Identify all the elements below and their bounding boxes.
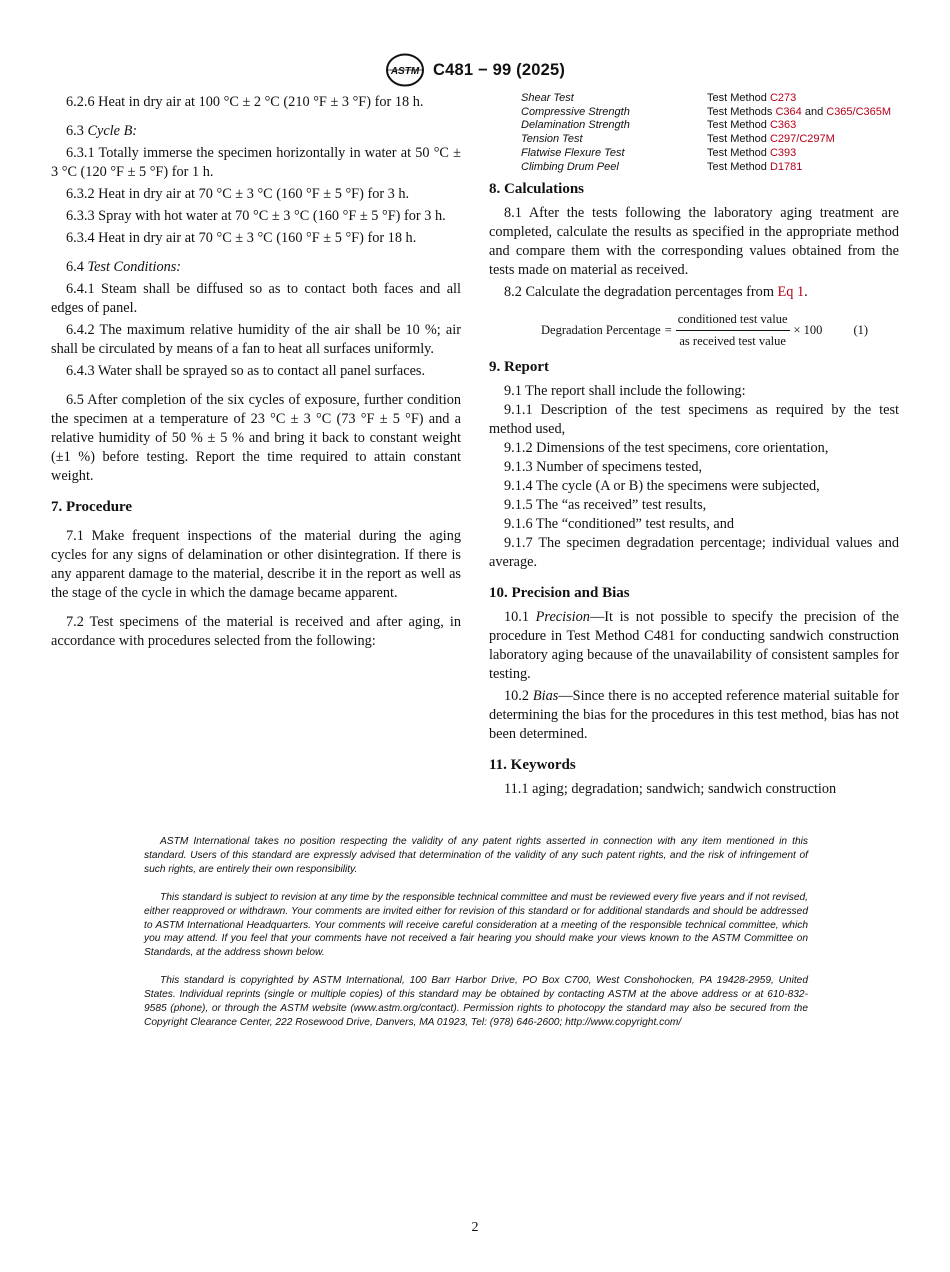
para-9-1: 9.1 The report shall include the following: bbox=[504, 383, 746, 400]
equation-multiplier: × 100 bbox=[793, 322, 823, 337]
equation-number: (1) bbox=[853, 322, 869, 337]
method-prefix: Test Method bbox=[707, 160, 770, 173]
para-7-1: 7.1 Make frequent inspections of the material during the aging cycles for any signs of delamination or other disintegration. If there is any apparent damage to the material, describe it in the report as well as the stage of the cycle in which the damage became apparent. bbox=[51, 528, 461, 601]
document-designation: C481 − 99 (2025) bbox=[432, 60, 566, 79]
method-reference bbox=[707, 161, 897, 175]
equation-denominator: as received test value bbox=[679, 333, 786, 348]
para-9-1-6: 9.1.6 The “conditioned” test results, and bbox=[504, 516, 735, 533]
method-joiner: and bbox=[801, 105, 827, 118]
method-reference bbox=[707, 106, 897, 120]
equation-label: Degradation Percentage bbox=[541, 322, 661, 337]
para-9-1-5: 9.1.5 The “as received” test results, bbox=[504, 497, 707, 514]
method-row bbox=[489, 92, 899, 106]
footer-copyright-notice: This standard is copyrighted by ASTM International, 100 Barr Harbor Drive, PO Box C700, West Conshohocken, PA 19428-2959, United States. Individual reprints (single or multiple copies) of this standard may be obtained by contacting ASTM at the above address or at 610-832-9585 (phone), or through the ASTM website (www.astm.org/contact). Permission rights to photocopy the standard may also be secured from the Copyright Clearance Center, 222 Rosewood Drive, Danvers, MA 01923, Tel: (978) 646-2600; http://www.copyright.com/ bbox=[144, 975, 808, 1028]
equation-1-link[interactable]: Eq 1 bbox=[777, 284, 805, 301]
para-6-2-6: 6.2.6 Heat in dry air at 100 °C ± 2 °C (210 °F ± 3 °F) for 18 h. bbox=[66, 94, 424, 110]
para-6-4 bbox=[51, 258, 461, 277]
para-10-2-title: Bias bbox=[532, 688, 559, 705]
para-6-4-title: Test Conditions: bbox=[87, 259, 182, 275]
para-6-4-1: 6.4.1 Steam shall be diffused so as to contact both faces and all edges of panel. bbox=[51, 281, 461, 316]
test-methods-table bbox=[489, 92, 899, 174]
para-6-3-number: 6.3 bbox=[66, 123, 84, 139]
page-header bbox=[0, 52, 950, 88]
astm-logo-lettering: ASTM bbox=[390, 66, 420, 77]
para-8-2 bbox=[489, 283, 899, 302]
method-name: Tension Test bbox=[521, 133, 583, 146]
para-6-4-3: 6.4.3 Water shall be sprayed so as to contact all panel surfaces. bbox=[66, 363, 426, 379]
method-row bbox=[489, 161, 899, 175]
method-name: Flatwise Flexure Test bbox=[521, 146, 625, 159]
method-prefix: Test Methods bbox=[707, 105, 776, 118]
para-11-1: 11.1 aging; degradation; sandwich; sandwich construction bbox=[504, 781, 837, 798]
method-name: Delamination Strength bbox=[521, 119, 630, 132]
para-6-3-3: 6.3.3 Spray with hot water at 70 °C ± 3 °C (160 °F ± 5 °F) for 3 h. bbox=[66, 208, 446, 224]
para-6-3-2: 6.3.2 Heat in dry air at 70 °C ± 3 °C (160 °F ± 5 °F) for 3 h. bbox=[66, 186, 410, 202]
section-heading-11: 11. Keywords bbox=[489, 757, 576, 774]
method-name: Shear Test bbox=[521, 92, 574, 104]
left-column bbox=[51, 93, 461, 651]
para-8-2-text: 8.2 Calculate the degradation percentages from bbox=[504, 284, 778, 301]
para-10-2 bbox=[489, 687, 899, 744]
right-column bbox=[489, 93, 899, 799]
method-name: Climbing Drum Peel bbox=[521, 160, 619, 173]
para-6-4-number: 6.4 bbox=[66, 259, 84, 275]
equation-numerator: conditioned test value bbox=[676, 310, 790, 331]
footer-revision-notice: This standard is subject to revision at any time by the responsible technical committee and must be reviewed every five years and if not revised, either reapproved or withdrawn. Your comments are invited either for revision of this standard or for additional standards and should be addressed to ASTM International Headquarters. Your comments will receive careful consideration at a meeting of the responsible technical committee, which you may attend. If you feel that your comments have not received a fair hearing you should make your views known to the ASTM Committee on Standards, at the address shown below. bbox=[144, 891, 808, 959]
page-number: 2 bbox=[471, 1220, 479, 1235]
para-10-1-title: Precision bbox=[535, 609, 590, 626]
method-link-c364[interactable]: C364 bbox=[775, 105, 802, 118]
method-prefix: Test Method bbox=[707, 119, 770, 132]
footer-notice bbox=[144, 835, 808, 1044]
section-heading-9: 9. Report bbox=[489, 359, 549, 376]
para-6-3 bbox=[51, 122, 461, 141]
para-10-2-text: —Since there is no accepted reference material suitable for determining the bias for the procedures in this test method, bias has not been determined. bbox=[489, 688, 899, 743]
astm-logo-icon bbox=[385, 53, 425, 87]
section-heading-8: 8. Calculations bbox=[489, 181, 585, 198]
para-6-3-4: 6.3.4 Heat in dry air at 70 °C ± 3 °C (160 °F ± 5 °F) for 18 h. bbox=[66, 230, 417, 246]
para-9-1-4: 9.1.4 The cycle (A or B) the specimens were subjected, bbox=[504, 478, 820, 495]
method-link-c297[interactable]: C297/C297M bbox=[769, 133, 835, 146]
para-9-1-7: 9.1.7 The specimen degradation percentage; individual values and average. bbox=[489, 535, 899, 571]
para-9-1-3: 9.1.3 Number of specimens tested, bbox=[504, 459, 703, 476]
para-10-1-number: 10.1 bbox=[504, 609, 530, 626]
equation-fraction bbox=[676, 310, 790, 351]
para-7-2: 7.2 Test specimens of the material is received and after aging, in accordance with procedures selected from the following: bbox=[51, 614, 461, 649]
para-9-1-2: 9.1.2 Dimensions of the test specimens, core orientation, bbox=[504, 440, 829, 457]
para-10-1-text: —It is not possible to specify the precision of the procedure in Test Method C481 for conducting sandwich construction laboratory aging because of the unavailability of consistent samples for testing. bbox=[489, 609, 899, 683]
method-prefix: Test Method bbox=[707, 133, 770, 146]
para-6-4-2: 6.4.2 The maximum relative humidity of the air shall be 10 %; air shall be circulated by means of a fan to heat all surfaces uniformly. bbox=[51, 322, 461, 357]
section-heading-10: 10. Precision and Bias bbox=[489, 585, 630, 602]
para-6-3-1: 6.3.1 Totally immerse the specimen horizontally in water at 50 °C ± 3 °C (120 °F ± 5 °F) for 1 h. bbox=[51, 145, 461, 180]
method-name: Compressive Strength bbox=[521, 105, 630, 118]
para-8-2-end: . bbox=[804, 284, 808, 301]
footer-patent-notice: ASTM International takes no position respecting the validity of any patent rights asserted in connection with any item mentioned in this standard. Users of this standard are expressly advised that determination of the validity of any such patent rights, and the risk of infringement of such rights, are entirely their own responsibility. bbox=[144, 836, 808, 875]
para-6-3-title: Cycle B: bbox=[87, 123, 138, 139]
method-row bbox=[489, 106, 899, 120]
method-reference bbox=[707, 119, 897, 133]
section-heading-7: 7. Procedure bbox=[51, 499, 133, 515]
method-reference bbox=[707, 147, 897, 161]
para-8-1: 8.1 After the tests following the laboratory aging treatment are completed, calculate the results as specified in the appropriate method and compare them with the corresponding values obtained from the tests made on material as received. bbox=[489, 205, 899, 279]
method-reference bbox=[707, 133, 897, 147]
method-row bbox=[489, 133, 899, 147]
equation-equals: = bbox=[664, 322, 672, 337]
para-9-1-1: 9.1.1 Description of the test specimens as required by the test method used, bbox=[489, 402, 899, 438]
method-row bbox=[489, 119, 899, 133]
method-link-c363[interactable]: C363 bbox=[769, 119, 797, 132]
para-6-5: 6.5 After completion of the six cycles of exposure, further condition the specimen at a temperature of 23 °C ± 3 °C (73 °F ± 5 °F) and a relative humidity of 50 % ± 5 % and bring it back to constant weight (±1 %) before testing. Report the time required to attain constant weight. bbox=[51, 392, 461, 484]
method-prefix: Test Method bbox=[707, 146, 770, 159]
method-prefix: Test Method bbox=[707, 92, 770, 104]
para-10-1 bbox=[489, 608, 899, 684]
equation-1 bbox=[489, 310, 899, 350]
method-link-d1781[interactable]: D1781 bbox=[769, 160, 803, 173]
method-link-c273[interactable]: C273 bbox=[769, 92, 797, 104]
method-link-c393[interactable]: C393 bbox=[769, 146, 797, 159]
method-link-c365[interactable]: C365/C365M bbox=[826, 105, 892, 118]
method-row bbox=[489, 147, 899, 161]
method-reference bbox=[707, 92, 897, 106]
para-10-2-number: 10.2 bbox=[504, 688, 530, 705]
